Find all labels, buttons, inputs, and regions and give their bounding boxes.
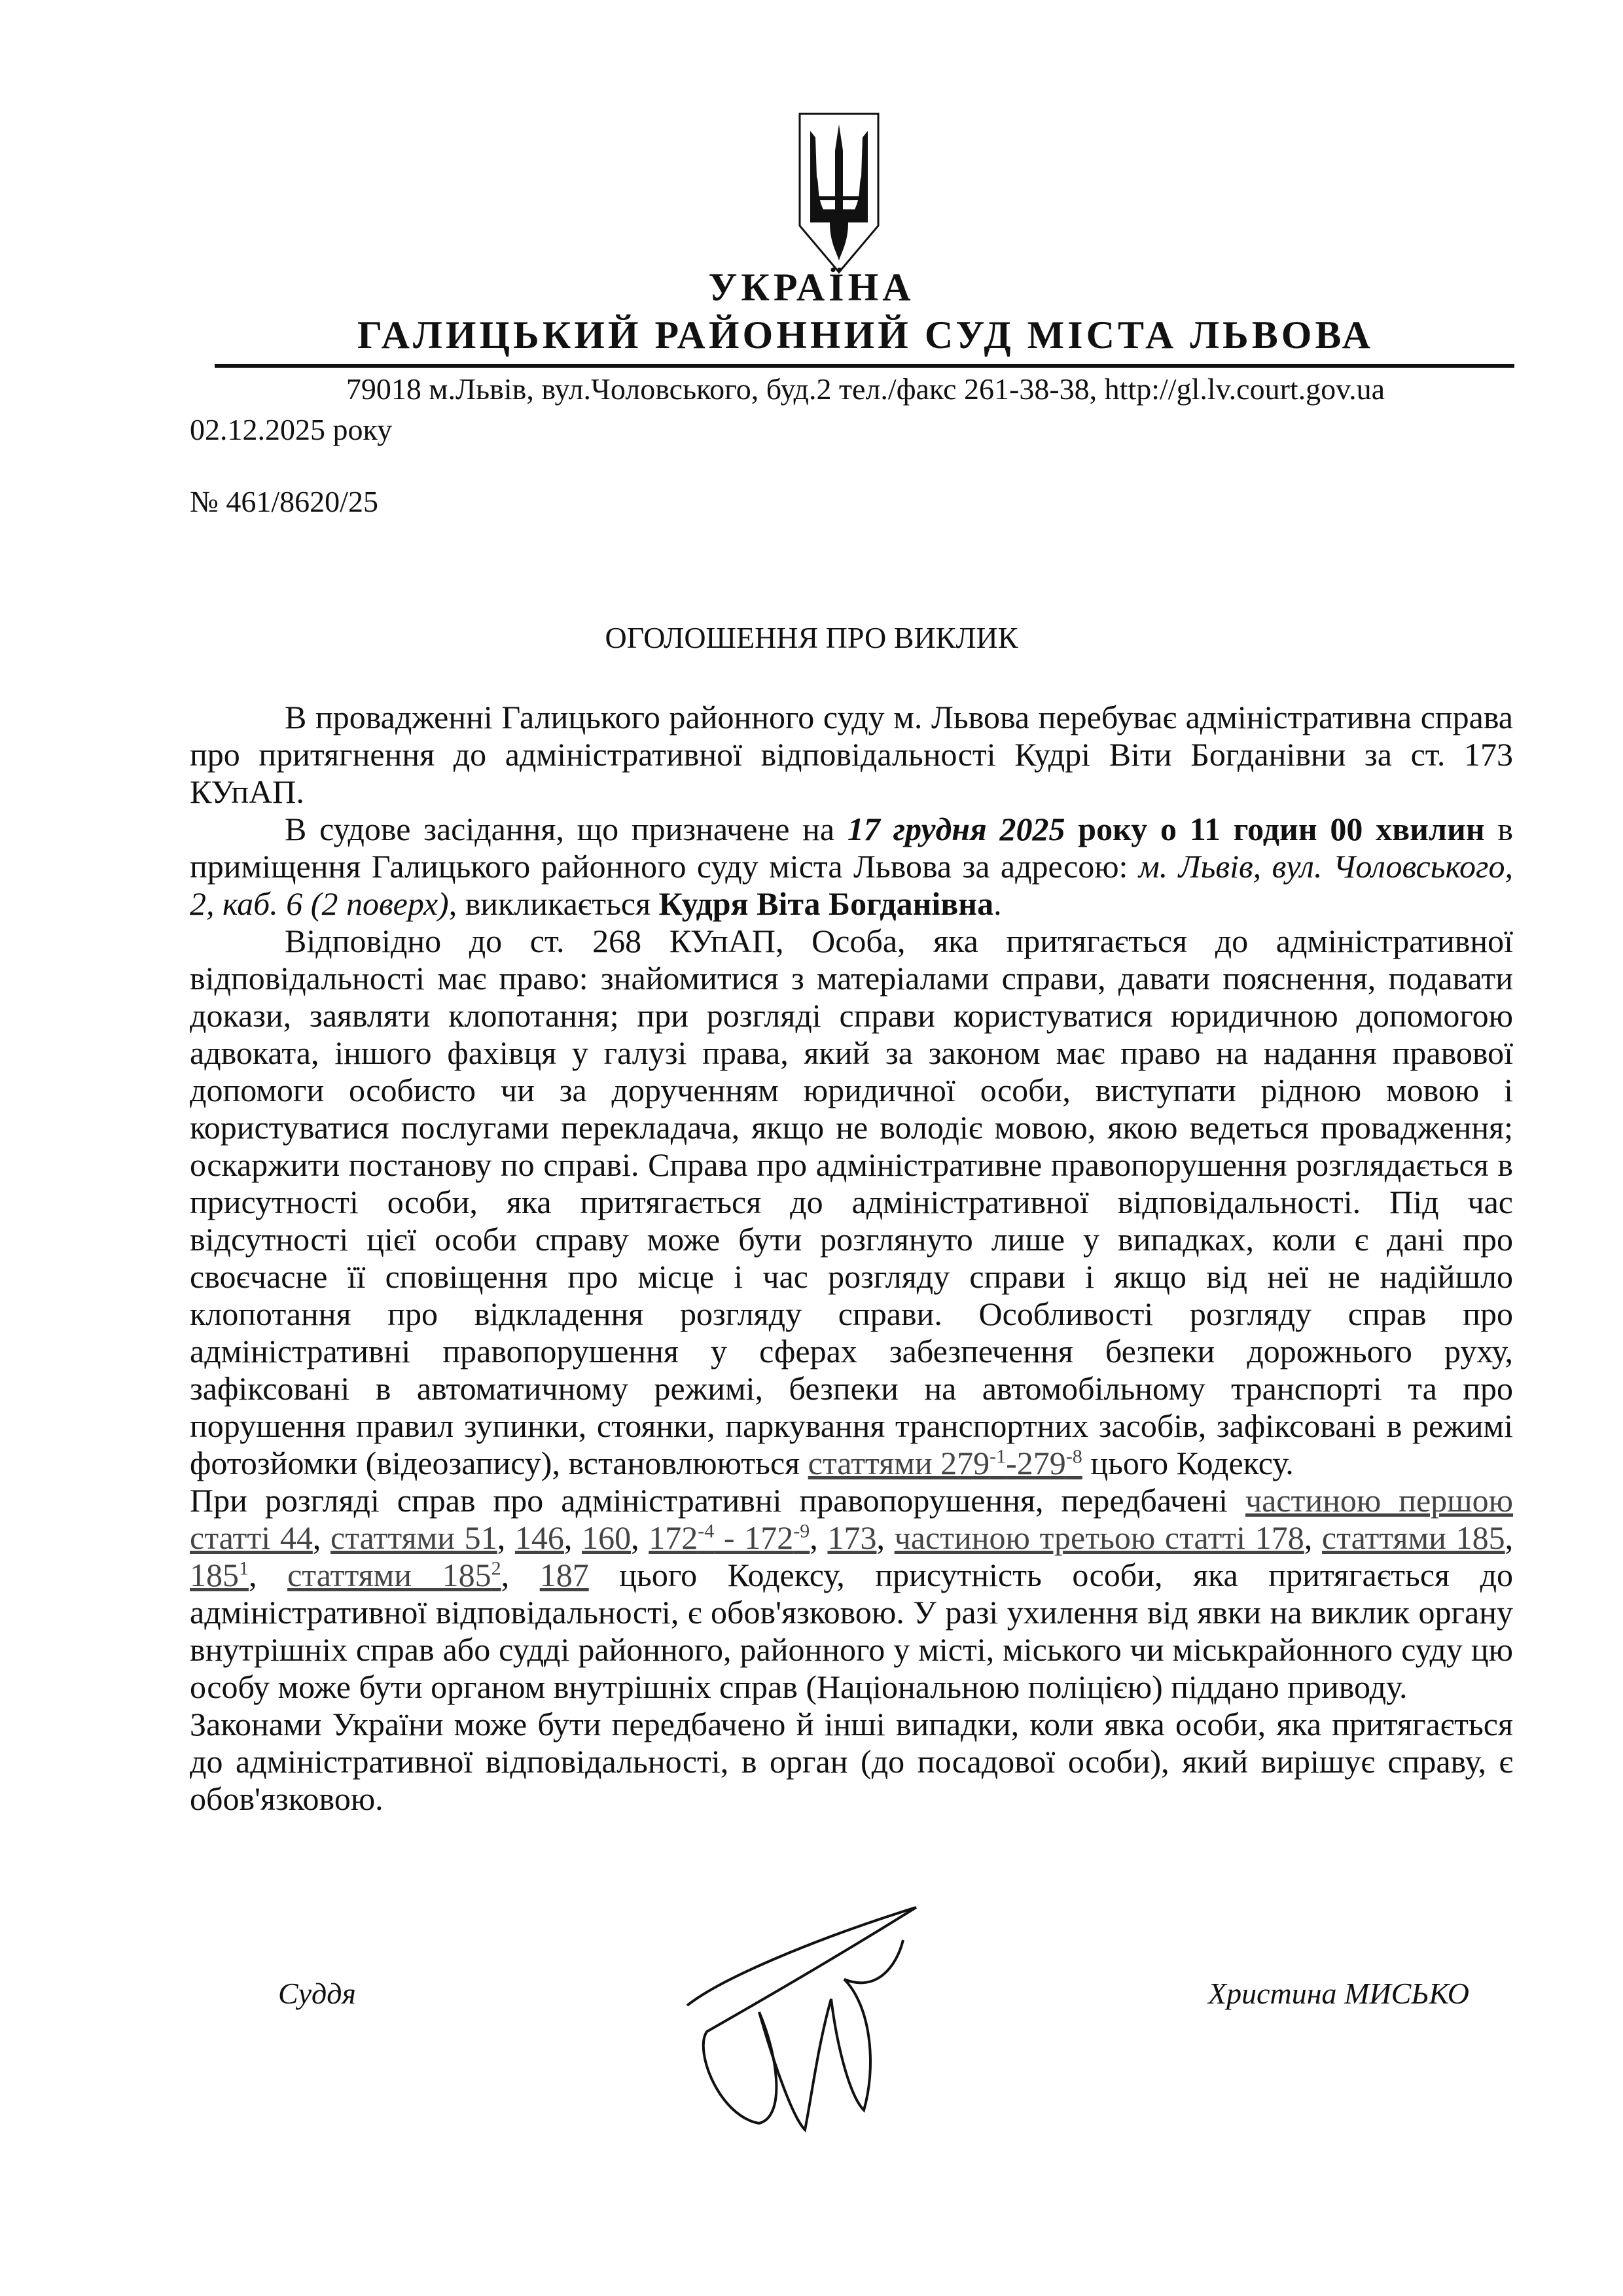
coat-of-arms-icon [797,111,881,275]
paragraph-hearing [190,811,1513,923]
article-link[interactable]: 146 [514,1519,564,1556]
article-link[interactable]: 187 [539,1557,589,1593]
hearing-place: м. Львів, вул. Чоловського, 2, каб. 6 (2 поверх) [190,848,1513,922]
article-link[interactable]: частиною третьою статті 178 [894,1519,1304,1556]
header-divider [215,364,1514,368]
text: При розгляді справ про адміністративні правопорушення, передбачені [190,1482,1245,1519]
article-link[interactable]: 160 [582,1519,632,1556]
article-link[interactable]: статтями $279^{-1}-279^{-8}$ [808,1445,1082,1481]
text: Відповідно до ст. 268 КУпАП, Особа, яка притягається до адміністративної відповідальності має право: знайомитися з матеріалами справи, давати пояснення, подавати докази, заявляти клопотання; при розгляді справи користуватися юридичною допомогою адвоката, іншого фахівця у галузі права, який за законом має право на надання правової допомоги особисто чи за дорученням юридичної особи, виступати рідною мовою і користуватися послугами перекладача, якщо не володіє мовою, якою ведеться провадження; оскаржити постанову по справі. Справа про адміністративне правопорушення розглядається в присутності особи, яка притягається до адміністративної відповідальності. Під час відсутності цієї особи справу може бути розглянуто лише у випадках, коли є дані про своєчасне її сповіщення про місце і час розгляду справи і якщо від неї не надійшло клопотання про відкладення розгляду справи. Особливості розгляду справ про адміністративні правопорушення у сферах забезпечення безпеки дорожнього руху, зафіксовані в автоматичному режимі, безпеки на автомобільному транспорті та про порушення правил зупинки, стоянки, паркування транспортних засобів, зафіксовані в режимі фотозйомки (відеозапису), встановлюються [190,923,1513,1481]
document-date: 02.12.2025 року [190,413,393,446]
country-heading: УКРАЇНА [708,266,915,309]
text: В судове засідання, що призначене на [285,811,847,847]
hearing-date: 17 грудня 2025 [847,811,1065,847]
article-link[interactable]: статтями 51 [330,1519,497,1556]
article-link[interactable]: $185^1$ [190,1557,249,1593]
summoned-person: Кудря Віта Богданівна [658,885,994,922]
signature-title: Суддя [278,1977,356,2010]
text: цього Кодексу, присутність особи, яка притягається до адміністративної відповідальності, є обов'язковою. У разі ухилення від явки на виклик органу внутрішніх справ або судді районного, районного у місті, міського чи міськрайонного суду цю особу може бути органом внутрішніх справ (Національною поліцією) піддано приводу. [190,1557,1514,1705]
article-link[interactable]: статтями $185^2$ [287,1557,501,1593]
article-link[interactable]: 173 [827,1519,877,1556]
court-name: ГАЛИЦЬКИЙ РАЙОННИЙ СУД МІСТА ЛЬВОВА [357,313,1374,357]
text: в приміщення Галицького районного суду міста Львова за адресою: [190,811,1514,885]
hearing-time: року о 11 годин 00 хвилин [1065,811,1485,847]
paragraph-presence: При розгляді справ про адміністративні правопорушення, передбачені частиною першою статті 44, статтями 51, 146, 160, $172^{-4} - 172^{-9}$, 173, частиною третьою статті 178, статтями 185, $185^1$, статтями $185^2$, 187 цього Кодексу, присутність особи, яка притягається до адміністративної відповідальності, є обов'язковою. У разі ухилення від явки на виклик органу внутрішніх справ або судді районного, районного у місті, міського чи міськрайонного суду цю особу може бути органом внутрішніх справ (Національною поліцією) піддано приводу. [190,1482,1514,1705]
article-link[interactable]: $172^{-4} - 172^{-9}$ [649,1519,810,1556]
case-number: № 461/8620/25 [190,485,378,518]
document-body [190,699,1513,1818]
text: , викликається [448,885,659,922]
text: цього Кодексу. [1082,1445,1294,1481]
article-link[interactable]: статтями 185 [1321,1519,1505,1556]
paragraph-case: В провадженні Галицького районного суду м. Львова перебуває адміністративна справа про притягнення до адміністративної відповідальності Кудрі Віти Богданівни за ст. 173 КУпАП. [190,699,1513,810]
paragraph-other-cases: Законами України може бути передбачено й інші випадки, коли явка особи, яка притягається до адміністративної відповідальності, в орган (до посадової особи), який вирішує справу, є обов'язковою. [190,1706,1513,1817]
text: . [993,885,1002,922]
article-link[interactable]: частиною першою статті 44 [190,1482,1513,1556]
paragraph-rights [190,923,1513,1482]
judge-name: Христина МИСЬКО [1207,1977,1469,2010]
handwritten-signature [681,1901,923,2136]
document-title: ОГОЛОШЕННЯ ПРО ВИКЛИК [605,621,1018,654]
court-address: 79018 м.Львів, вул.Чоловського, буд.2 тел./факс 261-38-38, http://gl.lv.court.gov.ua [346,372,1385,406]
